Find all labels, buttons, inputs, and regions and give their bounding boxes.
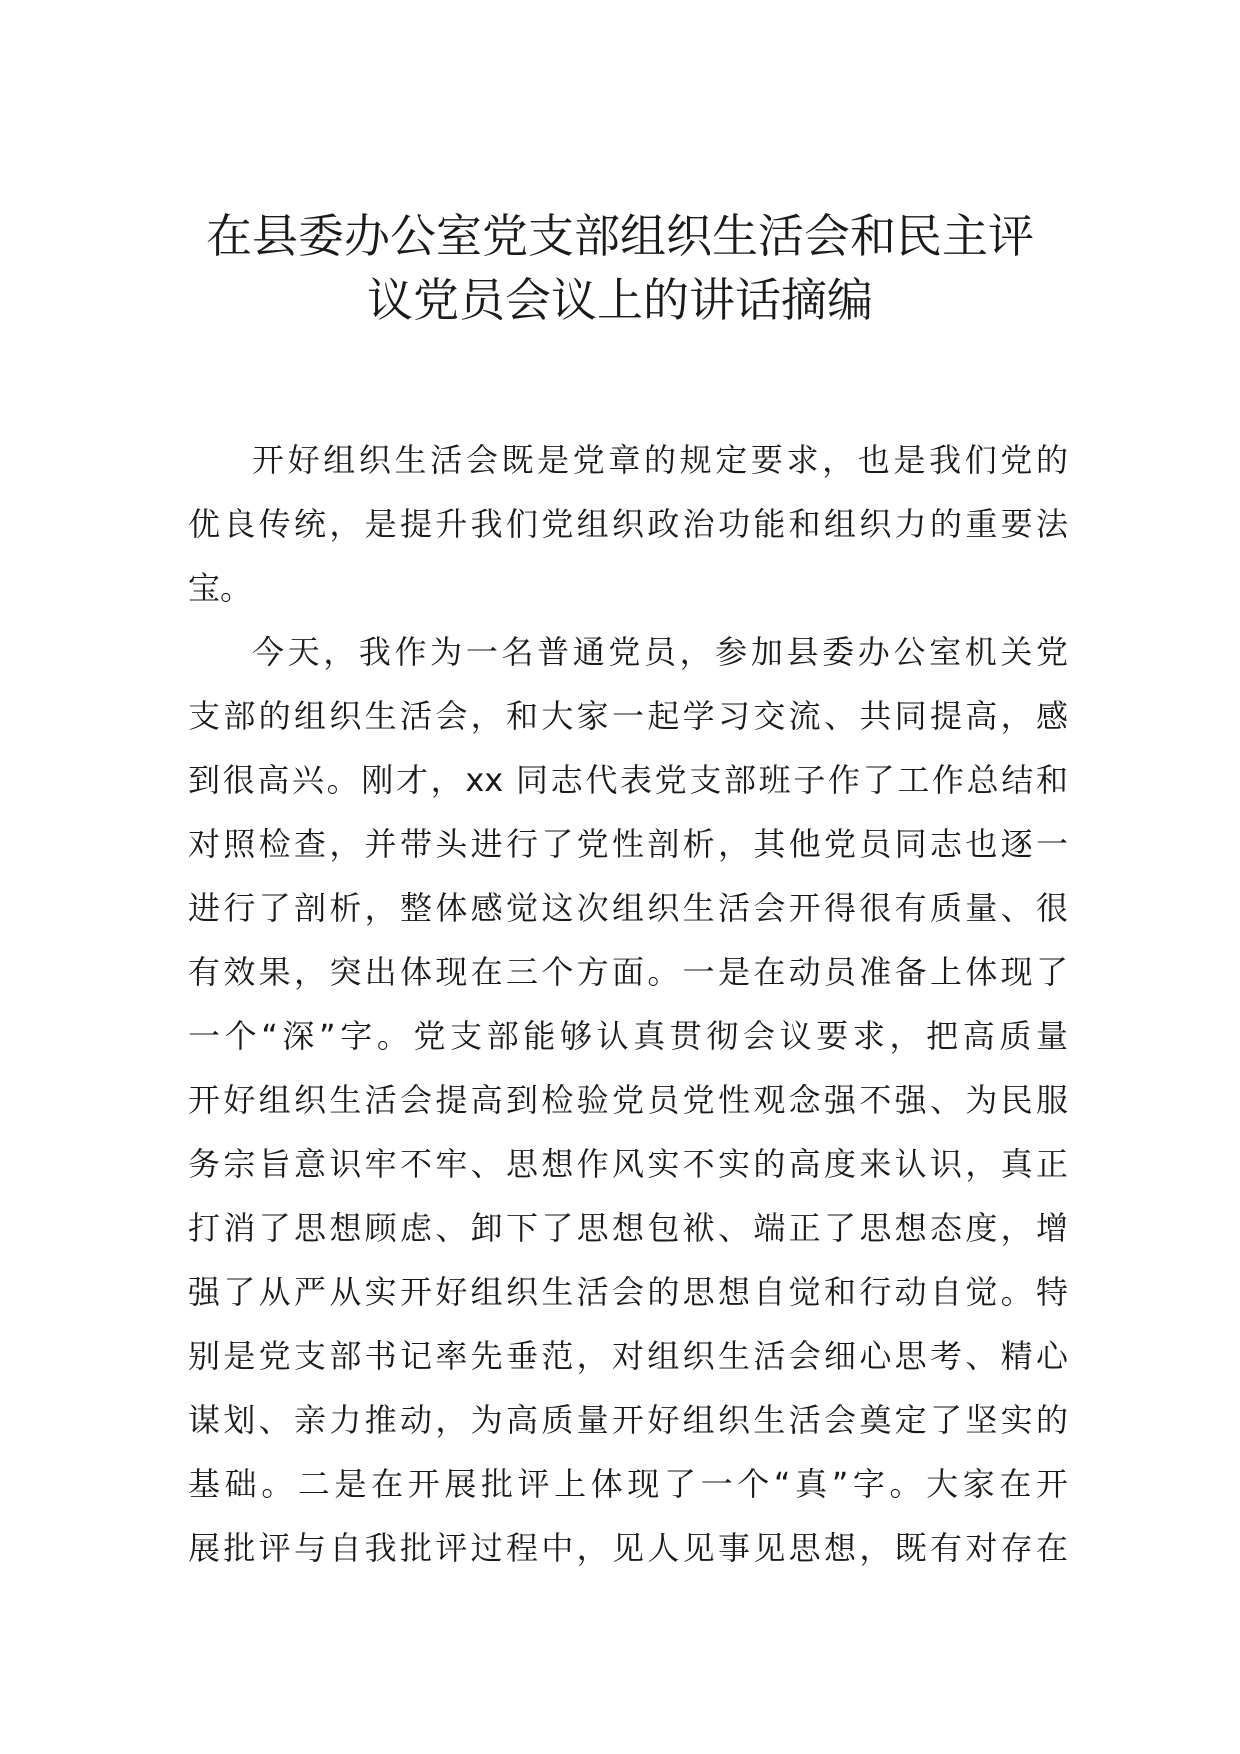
title-line-2: 议党员会议上的讲话摘编: [367, 273, 873, 327]
paragraph-line: 优良传统，是提升我们党组织政治功能和组织力的重要法: [188, 505, 1068, 543]
paragraph-line: 打消了思想顾虑、卸下了思想包袱、端正了思想态度，增: [188, 1209, 1068, 1247]
paragraph-line: 展批评与自我批评过程中，见人见事见思想，既有对存在: [188, 1529, 1068, 1567]
title-line-1: 在县委办公室党支部组织生活会和民主评: [206, 209, 1034, 263]
paragraph-1: [188, 428, 1068, 620]
paragraph-line: 基础。二是在开展批评上体现了一个“真”字。大家在开: [188, 1465, 1068, 1503]
paragraph-line: 进行了剖析，整体感觉这次组织生活会开得很有质量、很: [188, 889, 1068, 927]
paragraph-2: [188, 620, 1068, 1580]
paragraph-line: 支部的组织生活会，和大家一起学习交流、共同提高，感: [188, 697, 1068, 735]
paragraph-line: 一个“深”字。党支部能够认真贯彻会议要求，把高质量: [188, 1017, 1068, 1055]
paragraph-line: 宝。: [188, 569, 253, 607]
document-title: [150, 204, 1090, 332]
paragraph-line: 务宗旨意识牢不牢、思想作风实不实的高度来认识，真正: [188, 1145, 1068, 1183]
paragraph-line: 强了从严从实开好组织生活会的思想自觉和行动自觉。特: [188, 1273, 1068, 1311]
paragraph-line: 到很高兴。刚才，xx 同志代表党支部班子作了工作总结和: [188, 761, 1068, 799]
paragraph-line: 对照检查，并带头进行了党性剖析，其他党员同志也逐一: [188, 825, 1068, 863]
paragraph-line: 别是党支部书记率先垂范，对组织生活会细心思考、精心: [188, 1337, 1068, 1375]
paragraph-line: 有效果，突出体现在三个方面。一是在动员准备上体现了: [188, 953, 1068, 991]
paragraph-line: 今天，我作为一名普通党员，参加县委办公室机关党: [252, 633, 1068, 671]
paragraph-line: 谋划、亲力推动，为高质量开好组织生活会奠定了坚实的: [188, 1401, 1068, 1439]
document-body: [188, 428, 1068, 1580]
paragraph-line: 开好组织生活会既是党章的规定要求，也是我们党的: [252, 441, 1068, 479]
paragraph-line: 开好组织生活会提高到检验党员党性观念强不强、为民服: [188, 1081, 1068, 1119]
